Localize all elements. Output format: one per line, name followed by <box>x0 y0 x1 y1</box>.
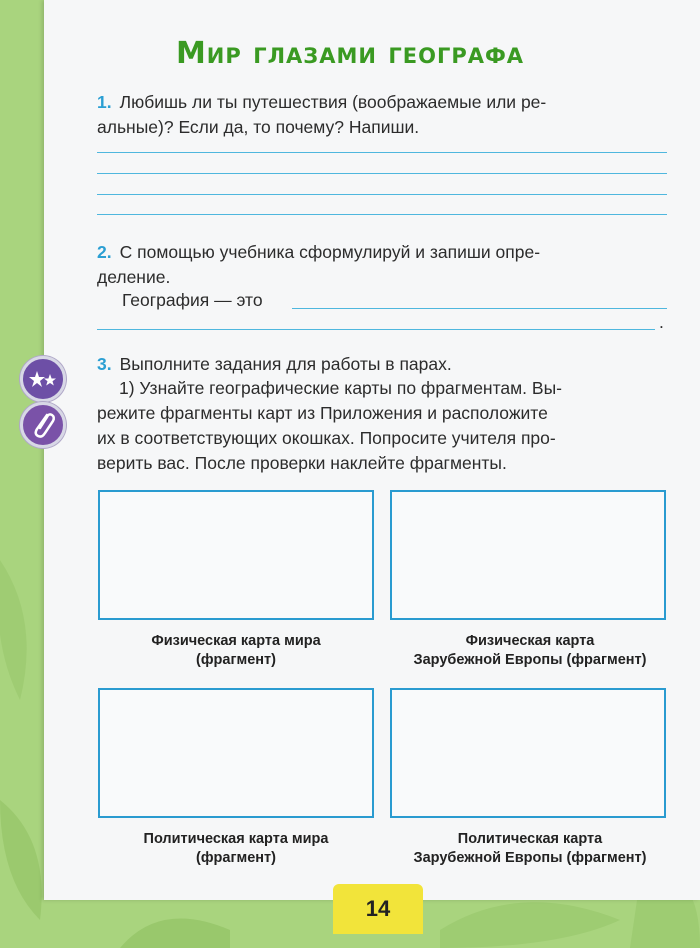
caption-political-world: Политическая карта мира (фрагмент) <box>143 831 329 866</box>
appendix-badge <box>20 402 66 448</box>
answer-line-3[interactable] <box>97 194 667 195</box>
definition-line-2[interactable] <box>97 329 655 330</box>
pair-work-badge <box>20 356 66 402</box>
caption-physical-europe: Физическая карта Зарубежной Европы (фрагмент) <box>413 633 647 668</box>
caption-physical-world: Физическая карта мира (фрагмент) <box>151 633 321 668</box>
task-3 <box>97 352 672 377</box>
subtask-line-1: 1) Узнайте географические карты по фрагментам. Вы- <box>119 378 562 398</box>
task-1 <box>97 90 672 140</box>
map-frame-physical-europe[interactable] <box>390 490 666 620</box>
subtask-line-4: верить вас. После проверки наклейте фрагменты. <box>97 453 507 473</box>
task-1-number: 1. <box>97 92 112 112</box>
task-3-line-1: 3. Выполните задания для работы в парах. <box>97 354 452 374</box>
map-frame-physical-world[interactable] <box>98 490 374 620</box>
task-2-line-1: 2. С помощью учебника сформулируй и запиши опре- <box>97 242 541 262</box>
map-frame-political-europe[interactable] <box>390 688 666 818</box>
definition-prompt: География — это <box>122 290 263 310</box>
answer-line-4[interactable] <box>97 214 667 215</box>
task-1-line-1: 1. Любишь ли ты путешествия (воображаемые или ре- <box>97 92 547 112</box>
subtask-line-3: их в соответствующих окошках. Попросите учителя про- <box>97 428 556 448</box>
map-frame-political-world[interactable] <box>98 688 374 818</box>
caption-political-europe: Политическая карта Зарубежной Европы (фрагмент) <box>413 831 647 866</box>
paperclip-icon <box>23 405 63 445</box>
page-number: 14 <box>365 896 391 921</box>
task-2 <box>97 240 672 290</box>
definition-period: . <box>659 312 664 332</box>
answer-line-2[interactable] <box>97 173 667 174</box>
page-title: Мир глазами географа <box>175 36 525 71</box>
task-3-number: 3. <box>97 354 112 374</box>
two-stars-icon <box>23 359 63 399</box>
definition-line-1[interactable] <box>292 308 667 309</box>
task-2-line-2: деление. <box>97 267 171 287</box>
task-1-line-2: альные)? Если да, то почему? Напиши. <box>97 117 420 137</box>
answer-line-1[interactable] <box>97 152 667 153</box>
task-2-number: 2. <box>97 242 112 262</box>
task-3-subtask-1 <box>97 376 672 476</box>
subtask-line-2: режите фрагменты карт из Приложения и расположите <box>97 403 548 423</box>
